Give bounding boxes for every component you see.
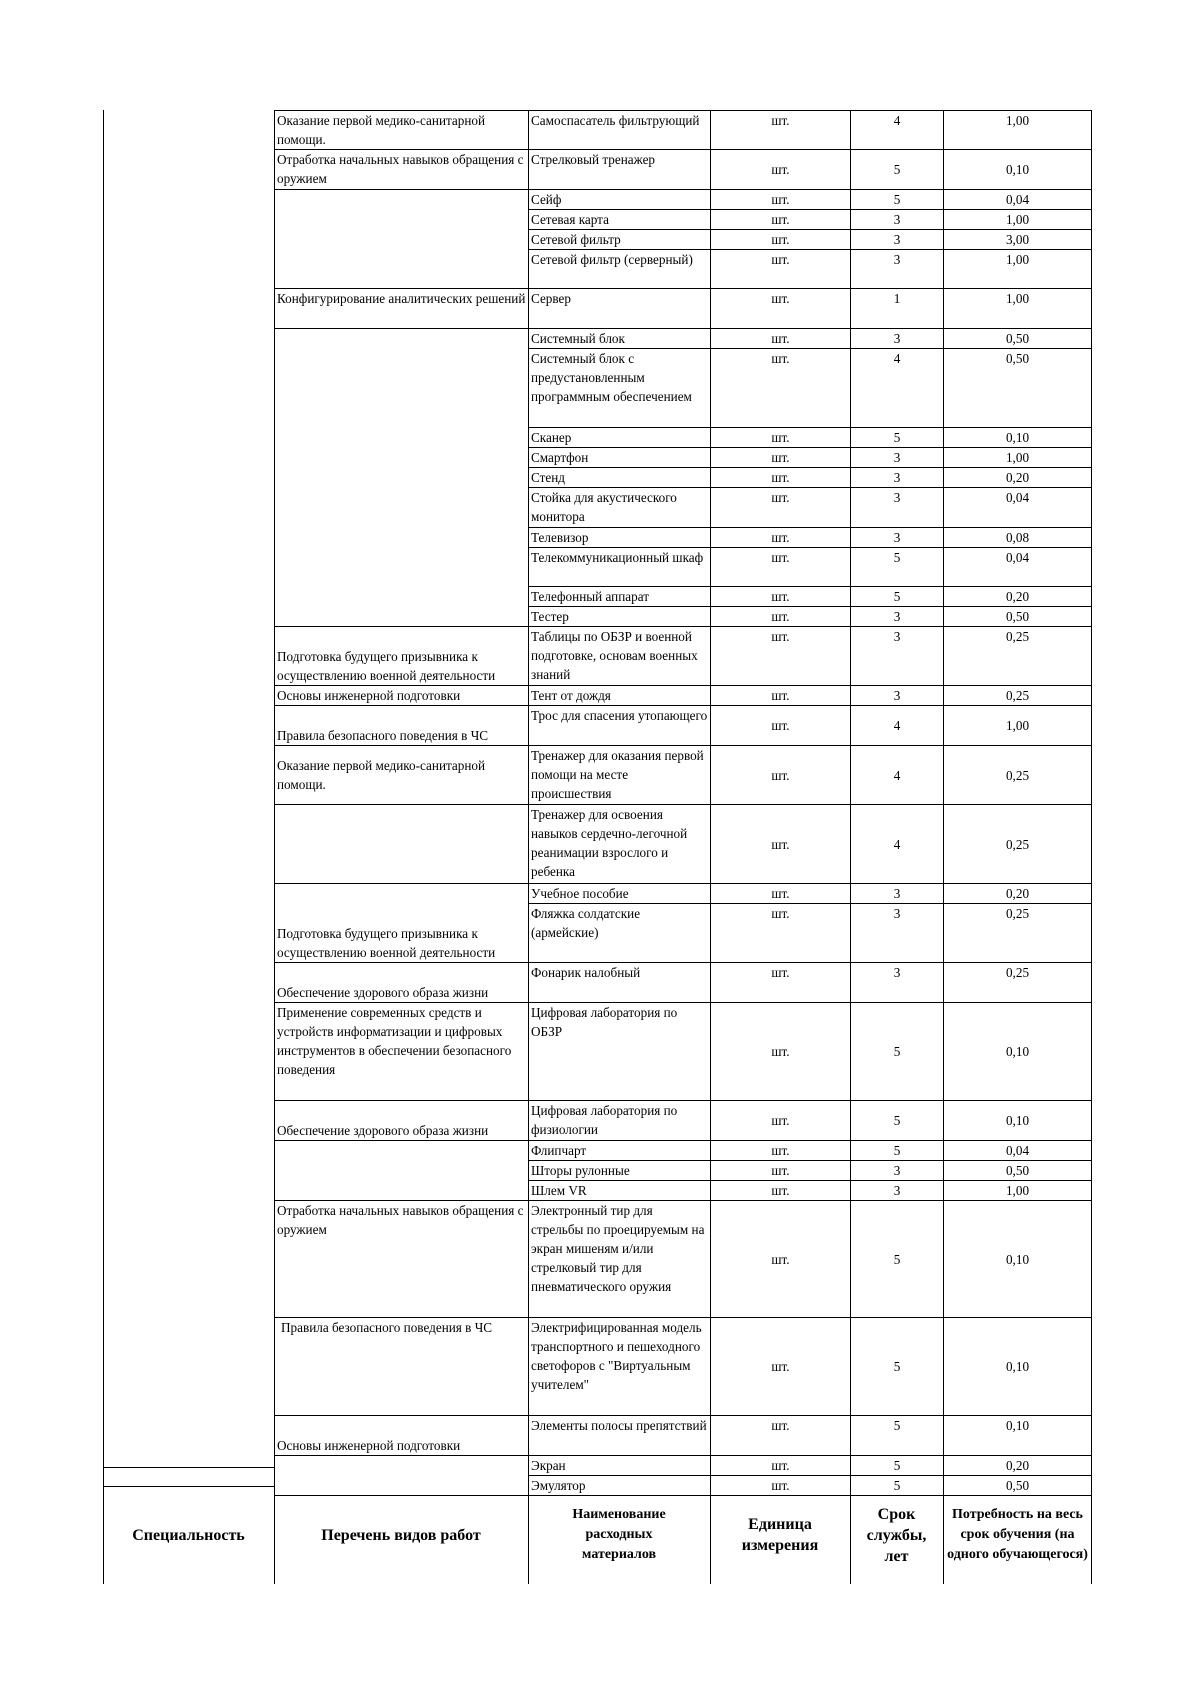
service-term-cell: 4 (851, 349, 944, 428)
table-row (275, 884, 1092, 904)
table-row (275, 1456, 1092, 1476)
unit-cell: шт. (711, 607, 851, 627)
service-term-cell: 5 (851, 1201, 944, 1318)
need-cell: 0,04 (944, 488, 1092, 528)
service-term-cell: 3 (851, 1161, 944, 1181)
service-term-cell: 5 (851, 1003, 944, 1101)
unit-cell: шт. (711, 250, 851, 289)
material-name-cell: Смартфон (529, 448, 711, 468)
service-term-cell: 4 (851, 111, 944, 150)
need-cell: 0,04 (944, 190, 1092, 210)
header-need: Потребность на весь срок обучения (на одного обучающегося) (947, 1507, 1088, 1562)
material-name-cell: Телефонный аппарат (529, 587, 711, 607)
header-divider (1091, 1486, 1092, 1584)
header-unit: Единица измерения (741, 1516, 819, 1554)
work-type-cell: Правила безопасного поведения в ЧС (275, 706, 529, 746)
material-name-cell: Сканер (529, 428, 711, 448)
need-cell: 0,10 (944, 1101, 1092, 1141)
service-term-cell: 3 (851, 230, 944, 250)
service-term-cell: 3 (851, 963, 944, 1003)
material-name-cell: Фляжка солдатские (армейские) (529, 904, 711, 963)
need-cell: 0,10 (944, 1416, 1092, 1456)
unit-cell: шт. (711, 1476, 851, 1496)
need-cell: 1,00 (944, 706, 1092, 746)
work-type-cell: Обеспечение здорового образа жизни (275, 963, 529, 1003)
material-name-cell: Системный блок (529, 329, 711, 349)
service-term-cell: 3 (851, 528, 944, 548)
table-row (275, 1318, 1092, 1416)
unit-cell: шт. (711, 963, 851, 1003)
need-cell: 1,00 (944, 1181, 1092, 1201)
service-term-cell: 5 (851, 1416, 944, 1456)
need-cell: 1,00 (944, 250, 1092, 289)
service-term-cell: 3 (851, 607, 944, 627)
work-type-cell: Конфигурирование аналитических решений (275, 289, 529, 329)
service-term-cell: 3 (851, 329, 944, 349)
material-name-cell: Шторы рулонные (529, 1161, 711, 1181)
work-type-cell: Оказание первой медико-санитарной помощи. (275, 111, 529, 150)
unit-cell: шт. (711, 1101, 851, 1141)
unit-cell: шт. (711, 230, 851, 250)
unit-cell: шт. (711, 1318, 851, 1416)
material-name-cell: Тестер (529, 607, 711, 627)
material-name-cell: Электрифицированная модель транспортного и пешеходного светофоров с "Виртуальным учителем" (529, 1318, 711, 1416)
work-type-cell: Оказание первой медико-санитарной помощи. (275, 746, 529, 805)
service-term-cell: 5 (851, 587, 944, 607)
unit-cell: шт. (711, 746, 851, 805)
material-name-cell: Тренажер для освоения навыков сердечно-легочной реанимации взрослого и ребенка (529, 805, 711, 884)
table-row (275, 1101, 1092, 1141)
need-cell: 0,20 (944, 1456, 1092, 1476)
table-row (275, 805, 1092, 884)
service-term-cell: 5 (851, 190, 944, 210)
unit-cell: шт. (711, 1416, 851, 1456)
table-row (275, 1201, 1092, 1318)
table-row (275, 150, 1092, 190)
unit-cell: шт. (711, 428, 851, 448)
service-term-cell: 3 (851, 468, 944, 488)
material-name-cell: Цифровая лаборатория по физиологии (529, 1101, 711, 1141)
service-term-cell: 3 (851, 904, 944, 963)
unit-cell: шт. (711, 587, 851, 607)
unit-cell: шт. (711, 548, 851, 587)
need-cell: 0,25 (944, 904, 1092, 963)
table-row (275, 746, 1092, 805)
service-term-cell: 3 (851, 1181, 944, 1201)
need-cell: 0,25 (944, 627, 1092, 686)
column-header-row (103, 1486, 1096, 1584)
need-cell: 1,00 (944, 448, 1092, 468)
header-divider (850, 1486, 851, 1584)
service-term-cell: 5 (851, 428, 944, 448)
need-cell: 0,50 (944, 1476, 1092, 1496)
service-term-cell: 4 (851, 746, 944, 805)
specialty-column-border (103, 110, 104, 1584)
table-row (275, 963, 1092, 1003)
work-type-cell (275, 329, 529, 627)
work-type-cell: Отработка начальных навыков обращения с оружием (275, 150, 529, 190)
material-name-cell: Экран (529, 1456, 711, 1476)
work-type-cell: Подготовка будущего призывника к осуществлению военной деятельности (275, 884, 529, 963)
unit-cell: шт. (711, 686, 851, 706)
specialty-row-divider (103, 1467, 274, 1468)
table-row (275, 627, 1092, 686)
material-name-cell: Сервер (529, 289, 711, 329)
service-term-cell: 5 (851, 1318, 944, 1416)
material-name-cell: Стрелковый тренажер (529, 150, 711, 190)
need-cell: 0,10 (944, 1201, 1092, 1318)
unit-cell: шт. (711, 706, 851, 746)
material-name-cell: Трос для спасения утопающего (529, 706, 711, 746)
service-term-cell: 3 (851, 686, 944, 706)
unit-cell: шт. (711, 111, 851, 150)
unit-cell: шт. (711, 349, 851, 428)
work-type-cell: Основы инженерной подготовки (275, 1416, 529, 1456)
material-name-cell: Шлем VR (529, 1181, 711, 1201)
need-cell: 1,00 (944, 111, 1092, 150)
service-term-cell: 3 (851, 250, 944, 289)
header-specialty: Специальность (132, 1526, 245, 1544)
need-cell: 0,20 (944, 884, 1092, 904)
table-row (275, 1141, 1092, 1161)
table-row (275, 111, 1092, 150)
unit-cell: шт. (711, 488, 851, 528)
unit-cell: шт. (711, 1456, 851, 1476)
service-term-cell: 4 (851, 706, 944, 746)
need-cell: 0,25 (944, 805, 1092, 884)
need-cell: 0,10 (944, 1003, 1092, 1101)
unit-cell: шт. (711, 627, 851, 686)
service-term-cell: 5 (851, 1141, 944, 1161)
unit-cell: шт. (711, 904, 851, 963)
header-divider (943, 1486, 944, 1584)
service-term-cell: 3 (851, 627, 944, 686)
unit-cell: шт. (711, 329, 851, 349)
material-name-cell: Флипчарт (529, 1141, 711, 1161)
material-name-cell: Сетевой фильтр (529, 230, 711, 250)
unit-cell: шт. (711, 468, 851, 488)
service-term-cell: 5 (851, 1101, 944, 1141)
service-term-cell: 3 (851, 210, 944, 230)
unit-cell: шт. (711, 1181, 851, 1201)
unit-cell: шт. (711, 528, 851, 548)
service-term-cell: 3 (851, 884, 944, 904)
material-name-cell: Сетевой фильтр (серверный) (529, 250, 711, 289)
material-name-cell: Системный блок с предустановленным программным обеспечением (529, 349, 711, 428)
work-type-cell: Отработка начальных навыков обращения с оружием (275, 1201, 529, 1318)
materials-table (274, 110, 1092, 1496)
material-name-cell: Стенд (529, 468, 711, 488)
material-name-cell: Телевизор (529, 528, 711, 548)
unit-cell: шт. (711, 448, 851, 468)
need-cell: 0,04 (944, 548, 1092, 587)
work-type-cell: Основы инженерной подготовки (275, 686, 529, 706)
need-cell: 0,50 (944, 329, 1092, 349)
need-cell: 1,00 (944, 210, 1092, 230)
material-name-cell: Эмулятор (529, 1476, 711, 1496)
table-row (275, 1416, 1092, 1456)
need-cell: 3,00 (944, 230, 1092, 250)
need-cell: 0,10 (944, 1318, 1092, 1416)
need-cell: 0,25 (944, 746, 1092, 805)
unit-cell: шт. (711, 1201, 851, 1318)
work-type-cell (275, 1141, 529, 1201)
table-row (275, 289, 1092, 329)
header-work-types: Перечень видов работ (321, 1526, 481, 1544)
unit-cell: шт. (711, 884, 851, 904)
service-term-cell: 5 (851, 1456, 944, 1476)
unit-cell: шт. (711, 1003, 851, 1101)
material-name-cell: Стойка для акустического монитора (529, 488, 711, 528)
table-row (275, 686, 1092, 706)
need-cell: 0,50 (944, 349, 1092, 428)
need-cell: 0,20 (944, 587, 1092, 607)
need-cell: 0,50 (944, 607, 1092, 627)
table-row (275, 190, 1092, 210)
material-name-cell: Цифровая лаборатория по ОБЗР (529, 1003, 711, 1101)
header-divider (710, 1486, 711, 1584)
service-term-cell: 1 (851, 289, 944, 329)
material-name-cell: Сетевая карта (529, 210, 711, 230)
need-cell: 0,04 (944, 1141, 1092, 1161)
work-type-cell (275, 805, 529, 884)
material-name-cell: Фонарик налобный (529, 963, 711, 1003)
unit-cell: шт. (711, 1141, 851, 1161)
work-type-cell: Обеспечение здорового образа жизни (275, 1101, 529, 1141)
material-name-cell: Телекоммуникационный шкаф (529, 548, 711, 587)
unit-cell: шт. (711, 289, 851, 329)
need-cell: 1,00 (944, 289, 1092, 329)
need-cell: 0,25 (944, 686, 1092, 706)
material-name-cell: Таблицы по ОБЗР и военной подготовке, основам военных знаний (529, 627, 711, 686)
unit-cell: шт. (711, 805, 851, 884)
header-divider (528, 1486, 529, 1584)
service-term-cell: 5 (851, 1476, 944, 1496)
need-cell: 0,08 (944, 528, 1092, 548)
service-term-cell: 5 (851, 548, 944, 587)
service-term-cell: 3 (851, 488, 944, 528)
service-term-cell: 4 (851, 805, 944, 884)
header-material-name: Наименование расходных материалов (572, 1507, 666, 1562)
work-type-cell: Правила безопасного поведения в ЧС (275, 1318, 529, 1416)
unit-cell: шт. (711, 210, 851, 230)
unit-cell: шт. (711, 190, 851, 210)
need-cell: 0,20 (944, 468, 1092, 488)
material-name-cell: Тент от дождя (529, 686, 711, 706)
need-cell: 0,25 (944, 963, 1092, 1003)
table-row (275, 706, 1092, 746)
work-type-cell (275, 190, 529, 289)
table-row (275, 329, 1092, 349)
service-term-cell: 5 (851, 150, 944, 190)
material-name-cell: Тренажер для оказания первой помощи на месте происшествия (529, 746, 711, 805)
service-term-cell: 3 (851, 448, 944, 468)
material-name-cell: Электронный тир для стрельбы по проецируемым на экран мишеням и/или стрелковый тир для пневматического оружия (529, 1201, 711, 1318)
need-cell: 0,50 (944, 1161, 1092, 1181)
need-cell: 0,10 (944, 150, 1092, 190)
material-name-cell: Самоспасатель фильтрующий (529, 111, 711, 150)
need-cell: 0,10 (944, 428, 1092, 448)
material-name-cell: Сейф (529, 190, 711, 210)
unit-cell: шт. (711, 1161, 851, 1181)
table-row (275, 1003, 1092, 1101)
material-name-cell: Учебное пособие (529, 884, 711, 904)
work-type-cell: Подготовка будущего призывника к осуществлению военной деятельности (275, 627, 529, 686)
work-type-cell: Применение современных средств и устройств информатизации и цифровых инструментов в обеспечении безопасного поведения (275, 1003, 529, 1101)
unit-cell: шт. (711, 150, 851, 190)
material-name-cell: Элементы полосы препятствий (529, 1416, 711, 1456)
header-service-term: Срок службы, лет (866, 1505, 927, 1565)
